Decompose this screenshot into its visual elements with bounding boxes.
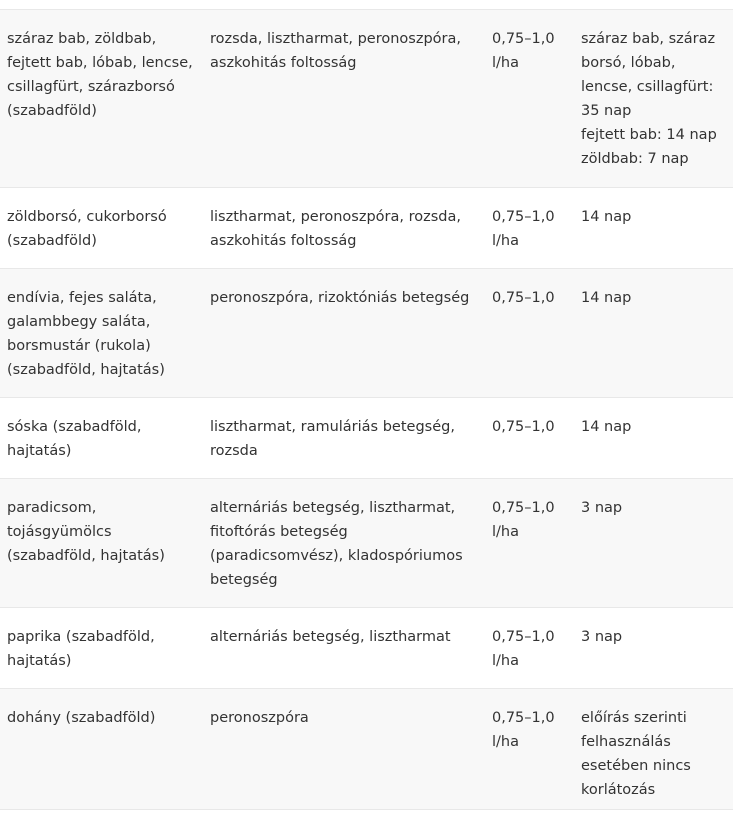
waiting-period-line: 3 nap (581, 629, 623, 645)
waiting-period-line: száraz bab, száraz borsó, lóbab, lencse, csillagfürt: 35 nap (581, 31, 716, 119)
disease-cell: rozsda, lisztharmat, peronoszpóra, aszkohitás foltosság (210, 31, 461, 71)
table-row (0, 188, 733, 269)
waiting-period-line: 14 nap (581, 290, 632, 306)
disease-cell: lisztharmat, peronoszpóra, rozsda, aszkohitás foltosság (210, 209, 461, 249)
table-row (0, 10, 733, 188)
dose-cell: 0,75–1,0 (492, 290, 555, 306)
waiting-period-line: 3 nap (581, 500, 623, 516)
waiting-period-cell (574, 706, 733, 809)
waiting-period-cell (574, 286, 733, 397)
disease-cell: lisztharmat, ramuláriás betegség, rozsda (210, 419, 455, 459)
disease-cell: alternáriás betegség, lisztharmat (210, 629, 451, 645)
dose-cell: 0,75–1,0 l/ha (492, 31, 555, 71)
waiting-period-cell (574, 415, 733, 478)
dose-cell: 0,75–1,0 l/ha (492, 500, 555, 540)
crop-cell: zöldborsó, cukorborsó (szabadföld) (7, 209, 167, 249)
waiting-period-line: zöldbab: 7 nap (581, 151, 689, 167)
waiting-period-line: előírás szerinti felhasználás esetében nincs korlátozás (581, 710, 691, 798)
crop-cell: dohány (szabadföld) (7, 710, 156, 726)
table-row (0, 689, 733, 810)
waiting-period-cell (574, 496, 733, 607)
disease-cell: peronoszpóra (210, 710, 309, 726)
waiting-period-cell (574, 625, 733, 688)
crop-cell: száraz bab, zöldbab, fejtett bab, lóbab, lencse, csillagfürt, szárazborsó (szabadföld) (7, 31, 193, 119)
crop-cell: endívia, fejes saláta, galambbegy saláta, borsmustár (rukola) (szabadföld, hajtatás) (7, 290, 165, 378)
waiting-period-line: 14 nap (581, 209, 632, 225)
table-row (0, 479, 733, 608)
pesticide-usage-table (0, 9, 733, 810)
crop-cell: paprika (szabadföld, hajtatás) (7, 629, 155, 669)
table-row (0, 398, 733, 479)
dose-cell: 0,75–1,0 l/ha (492, 209, 555, 249)
waiting-period-cell (574, 27, 733, 187)
dose-cell: 0,75–1,0 l/ha (492, 629, 555, 669)
crop-cell: paradicsom, tojásgyümölcs (szabadföld, hajtatás) (7, 500, 165, 564)
crop-cell: sóska (szabadföld, hajtatás) (7, 419, 142, 459)
table-row (0, 269, 733, 398)
disease-cell: peronoszpóra, rizoktóniás betegség (210, 290, 470, 306)
waiting-period-line: fejtett bab: 14 nap (581, 127, 717, 143)
waiting-period-line: 14 nap (581, 419, 632, 435)
dose-cell: 0,75–1,0 (492, 419, 555, 435)
table-row (0, 608, 733, 689)
dose-cell: 0,75–1,0 l/ha (492, 710, 555, 750)
waiting-period-cell (574, 205, 733, 268)
disease-cell: alternáriás betegség, lisztharmat, fitoftórás betegség (paradicsomvész), kladospóriumos betegség (210, 500, 463, 588)
